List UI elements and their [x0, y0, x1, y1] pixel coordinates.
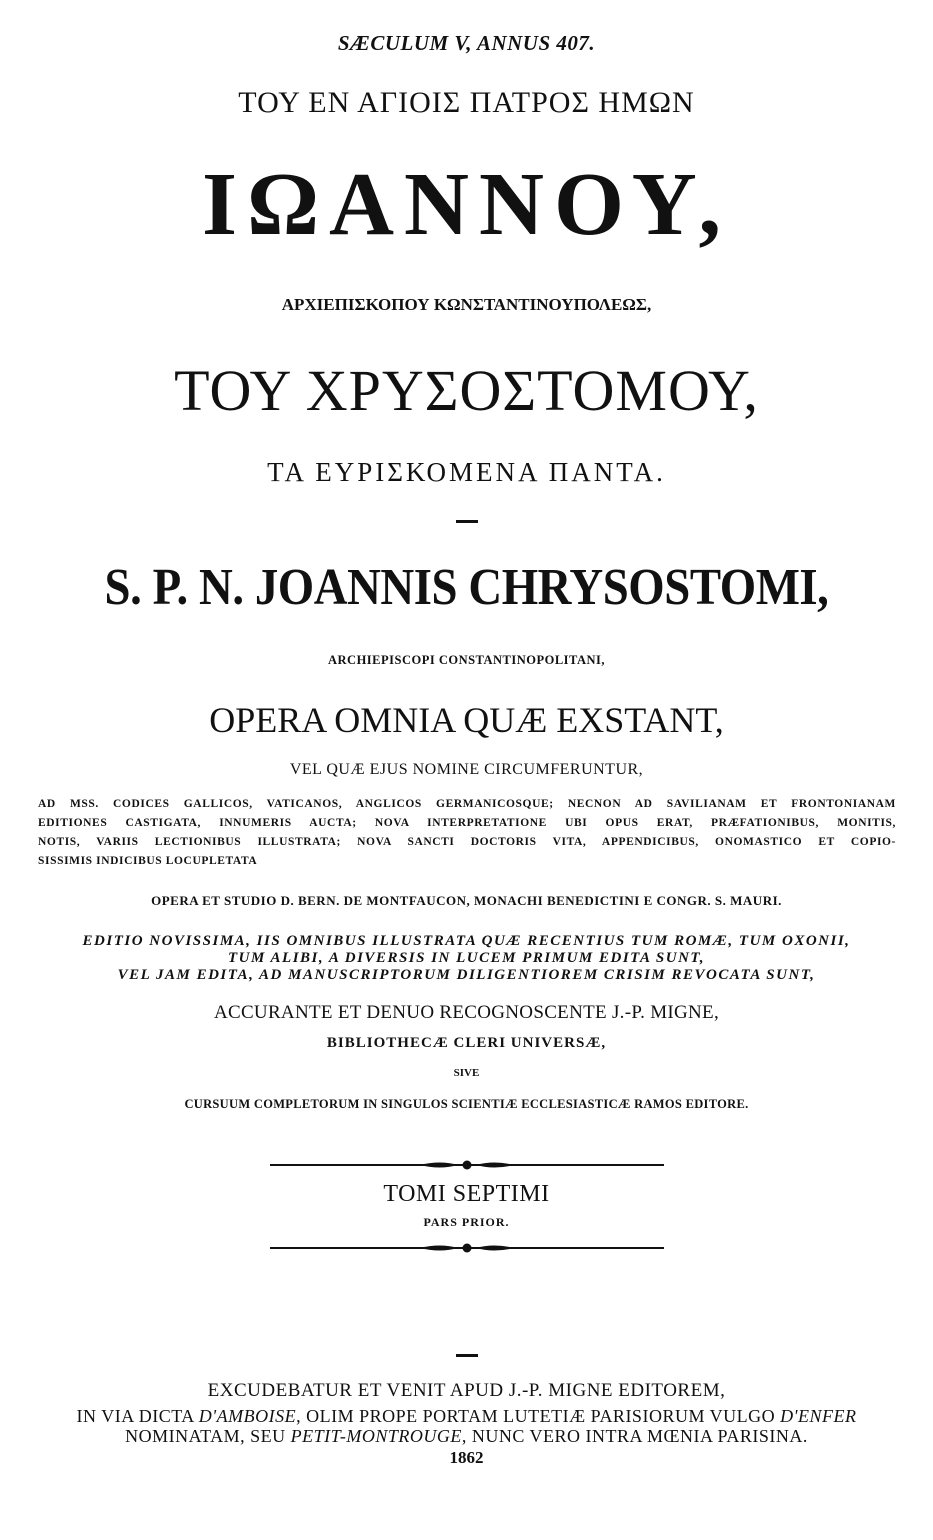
imprint-line-3 — [0, 1427, 933, 1445]
imprint-year: 1862 — [449, 1448, 484, 1467]
opera-omnia: OPERA OMNIA QUÆ EXSTANT, — [209, 700, 724, 740]
separator-rule — [456, 1354, 478, 1357]
imprint-district: D'ENFER — [780, 1406, 857, 1426]
imprint-street: D'AMBOISE — [198, 1406, 297, 1426]
description-line: SISSIMIS INDICIBUS LOCUPLETATA — [38, 855, 258, 867]
ornament-rule-top — [270, 1158, 664, 1172]
greek-title: ΑΡΧΙΕΠΙΣΚΟΠΟΥ ΚΩΝΣΤΑΝΤΙΝΟΥΠΟΛΕΩΣ, — [281, 295, 652, 314]
cursuum-line: CURSUUM COMPLETORUM IN SINGULOS SCIENTIÆ ECCLESIASTICÆ RAMOS EDITORE. — [184, 1097, 749, 1111]
description-line: AD MSS. CODICES GALLICOS, VATICANOS, ANGLICOS GERMANICOSQUE; NECNON AD SAVILIANAM ET FRONTONIANAM — [38, 798, 896, 810]
imprint-text: , NUNC VERO INTRA MŒNIA PARISINA. — [461, 1426, 808, 1446]
imprint-text: NOMINATAM, SEU — [125, 1426, 291, 1446]
description-paragraph — [38, 795, 896, 871]
greek-intro: ΤΟΥ ΕΝ ΑΓΙΟΙΣ ΠΑΤΡΟΣ ΗΜΩΝ — [238, 86, 695, 119]
separator-rule — [456, 520, 478, 523]
bibliotheca-line: BIBLIOTHECÆ CLERI UNIVERSÆ, — [326, 1035, 607, 1051]
greek-works: ΤΑ ΕΥΡΙΣΚΟΜΕΝΑ ΠΑΝΤΑ. — [267, 457, 666, 487]
ornament-rule-bottom — [270, 1241, 664, 1255]
saeculum-line: SÆCULUM V, ANNUS 407. — [337, 31, 596, 55]
editio-line: EDITIO NOVISSIMA, IIS OMNIBUS ILLUSTRATA QUÆ RECENTIUS TUM ROMÆ, TUM OXONII, — [82, 933, 851, 949]
tomi-line: TOMI SEPTIMI — [383, 1181, 550, 1207]
sive-line: SIVE — [453, 1067, 480, 1079]
greek-surname: ΤΟΥ ΧΡΥΣΟΣΤΟΜΟΥ, — [174, 358, 759, 423]
imprint-text: IN VIA DICTA — [76, 1406, 199, 1426]
greek-name: ΙΩΑΝΝΟΥ, — [201, 155, 732, 254]
opera-studio: OPERA ET STUDIO D. BERN. DE MONTFAUCON, MONACHI BENEDICTINI E CONGR. S. MAURI. — [151, 893, 782, 908]
accurante-line: ACCURANTE ET DENUO RECOGNOSCENTE J.-P. MIGNE, — [213, 1002, 720, 1023]
description-line: EDITIONES CASTIGATA, INNUMERIS AUCTA; NOVA INTERPRETATIONE UBI OPUS ERAT, PRÆFATIONIBUS, MONITIS, — [38, 817, 896, 829]
imprint-text: , OLIM PROPE PORTAM LUTETIÆ PARISIORUM VULGO — [296, 1406, 781, 1426]
latin-title: ARCHIEPISCOPI CONSTANTINOPOLITANI, — [328, 653, 605, 667]
imprint-place: PETIT-MONTROUGE — [290, 1426, 462, 1446]
imprint-line-1: EXCUDEBATUR ET VENIT APUD J.-P. MIGNE EDITOREM, — [207, 1380, 726, 1401]
vel-line: VEL QUÆ EJUS NOMINE CIRCUMFERUNTUR, — [289, 761, 644, 778]
pars-line: PARS PRIOR. — [423, 1215, 510, 1229]
latin-name: S. P. N. JOANNIS CHRYSOSTOMI, — [104, 559, 829, 616]
description-line: NOTIS, VARIIS LECTIONIBUS ILLUSTRATA; NOVA SANCTI DOCTORIS VITA, APPENDICIBUS, ONOMASTICO ET COPIO- — [38, 836, 896, 848]
editio-line: VEL JAM EDITA, AD MANUSCRIPTORUM DILIGENTIOREM CRISIM REVOCATA SUNT, — [117, 967, 816, 983]
imprint-line-2 — [0, 1407, 933, 1425]
editio-line: TUM ALIBI, A DIVERSIS IN LUCEM PRIMUM EDITA SUNT, — [228, 950, 705, 966]
